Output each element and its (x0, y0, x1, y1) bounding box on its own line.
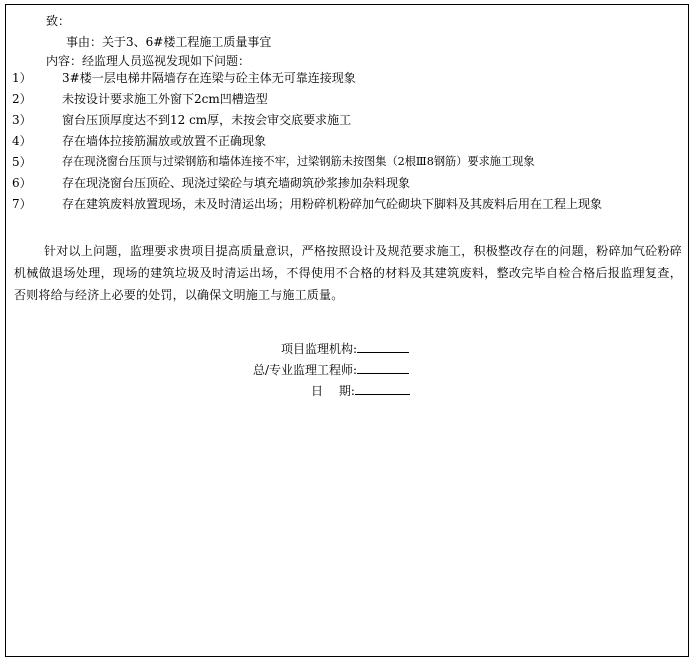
signature-org (281, 340, 409, 357)
issue-number: 6） (12, 176, 32, 190)
issue-text: 3#楼一层电梯井隔墙存在连梁与砼主体无可靠连接现象 (62, 71, 356, 85)
subject-line: 事由：关于3、6#楼工程施工质量事宜 (66, 35, 272, 49)
content-intro: 内容：经监理人员巡视发现如下问题： (46, 54, 251, 68)
issue-text: 存在现浇窗台压顶砼、现浇过梁砼与填充墙砌筑砂浆掺加杂料现象 (62, 176, 411, 190)
issue-number: 4） (12, 134, 32, 148)
org-blank (357, 340, 409, 353)
issue-text: 存在现浇窗台压顶与过梁钢筋和墙体连接不牢，过梁钢筋未按图集（2根Ⅲ8钢筋）要求施工现象 (62, 155, 535, 168)
issue-text: 窗台压顶厚度达不到12 cm厚，未按会审交底要求施工 (62, 113, 352, 127)
addressee-label: 致： (46, 14, 71, 28)
issue-text: 存在墙体拉接筋漏放或放置不正确现象 (62, 134, 267, 148)
org-label: 项目监理机构: (281, 342, 358, 356)
issue-number: 5） (12, 155, 32, 169)
notice-frame (5, 4, 689, 657)
conclusion-paragraph: 针对以上问题，监理要求贵项目提高质量意识，严格按照设计及规范要求施工，积极整改存在的问题，粉碎加气砼粉碎机械做退场处理，现场的建筑垃圾及时清运出场，不得使用不合格的材料及其建筑废料，整改完毕自检合格后报监理复查，否则将给与经济上必要的处罚，以确保文明施工与施工质量。 (14, 244, 682, 302)
issue-number: 7） (12, 197, 32, 211)
engineer-label: 总/专业监理工程师: (253, 363, 358, 377)
signature-date (311, 382, 410, 399)
issue-number: 3） (12, 113, 32, 127)
signature-engineer (253, 361, 409, 378)
date-blank (355, 382, 410, 395)
issue-text: 存在建筑废料放置现场，未及时清运出场；用粉碎机粉碎加气砼砌块下脚料及其废料后用在工程上现象 (62, 197, 603, 211)
issue-text: 未按设计要求施工外窗下2cm凹槽造型 (62, 92, 268, 106)
date-label: 日 期: (311, 384, 355, 398)
issue-number: 2） (12, 92, 32, 106)
engineer-blank (357, 361, 409, 374)
issue-number: 1） (12, 71, 32, 85)
